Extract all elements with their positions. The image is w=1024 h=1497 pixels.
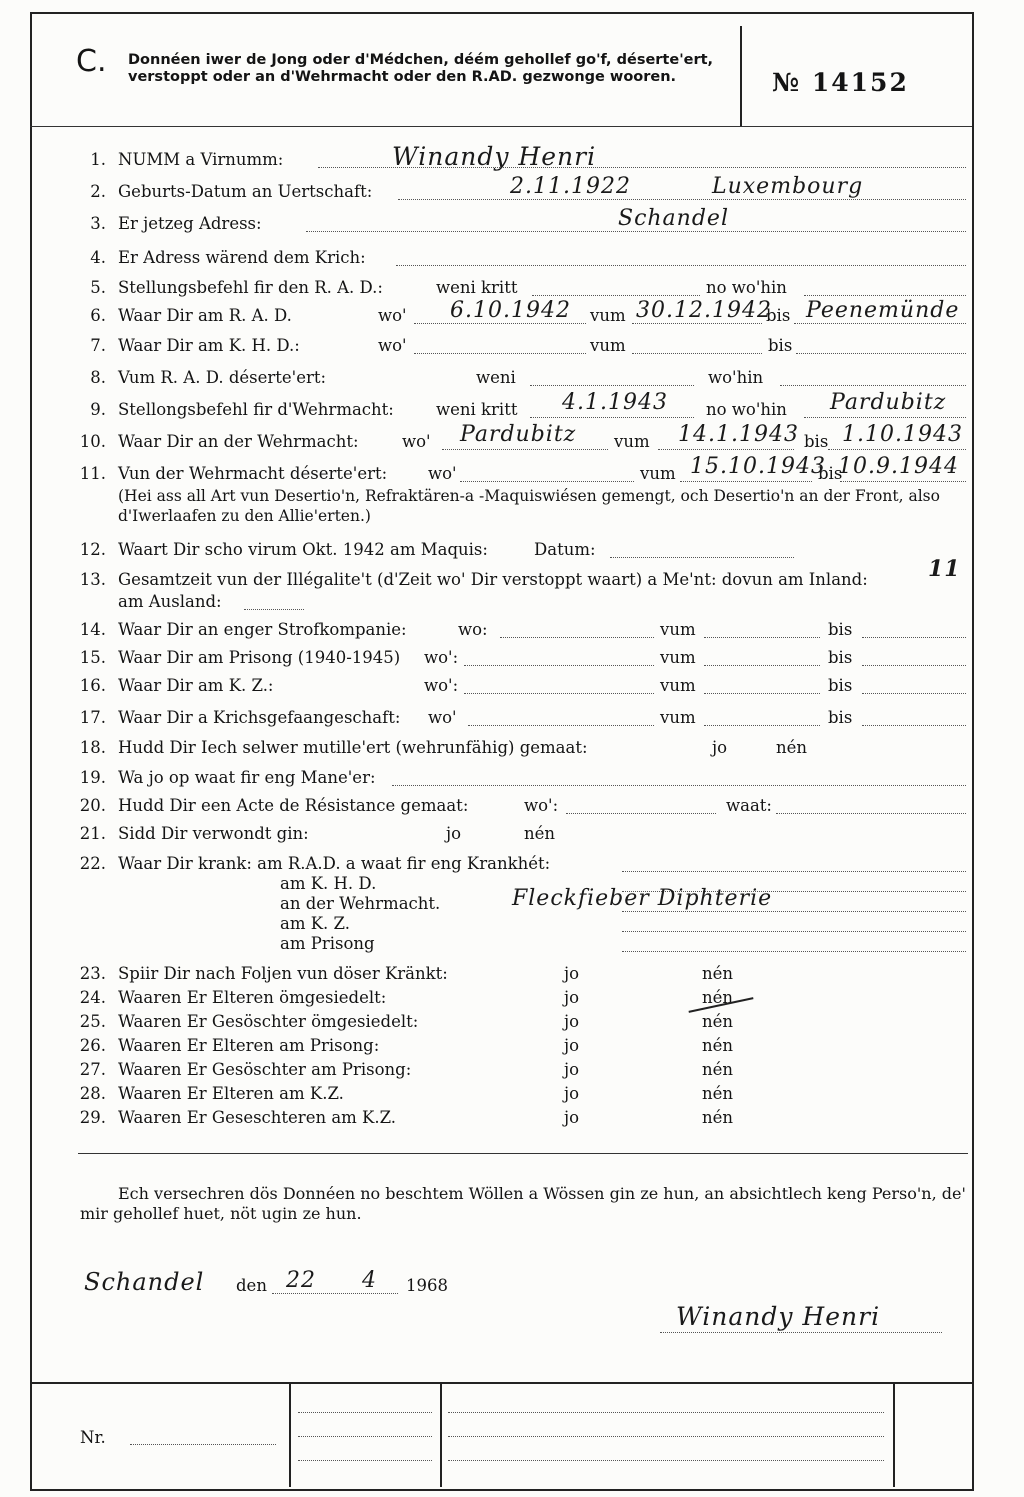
question-16-label: Waar Dir am K. Z.: (118, 676, 274, 695)
question-number: 23. (79, 964, 106, 983)
question-3-label: Er jetzeg Adress: (118, 214, 262, 233)
year-label: 1968 (406, 1276, 448, 1295)
question-13-label: Gesamtzeit vun der Illégalite't (d'Zeit wo' Dir verstoppt waart) a Me'nt: dovun am Inland: (118, 570, 868, 589)
question-6-label: Waar Dir am R. A. D. (118, 306, 292, 325)
question-5-label: no wo'hin (706, 278, 787, 297)
signature-dots (660, 1332, 942, 1333)
question-9-label: no wo'hin (706, 400, 787, 419)
question-21-label: jo (446, 824, 462, 843)
question-11-label: Vun der Wehrmacht déserte'ert: (118, 464, 388, 483)
answer-line[interactable] (530, 385, 694, 386)
hw-desert-vum: 15.10.1943 (690, 454, 826, 479)
question-24-label: nén (702, 988, 734, 1007)
question-9-label: Stellongsbefehl fir d'Wehrmacht: (118, 400, 394, 419)
question-17-label: wo' (428, 708, 457, 727)
question-number: 11. (79, 464, 106, 483)
question-8-label: Vum R. A. D. déserte'ert: (118, 368, 327, 387)
question-16-label: wo': (424, 676, 459, 695)
question-28-label: jo (564, 1084, 580, 1103)
question-12-label: Waart Dir scho virum Okt. 1942 am Maquis: (118, 540, 488, 559)
question-13-label: am Ausland: (118, 592, 222, 611)
question-15-label: wo': (424, 648, 459, 667)
answer-line[interactable] (622, 911, 966, 912)
answer-line[interactable] (622, 951, 966, 952)
question-10-label: Waar Dir an der Wehrmacht: (118, 432, 359, 451)
answer-line[interactable] (622, 871, 966, 872)
answer-line[interactable] (862, 665, 966, 666)
question-24-label: Waaren Er Elteren ömgesiedelt: (118, 988, 387, 1007)
answer-line[interactable] (396, 265, 966, 266)
question-18-label: Hudd Dir Iech selwer mutille'ert (wehrunfähig) gemaat: (118, 738, 588, 757)
answer-line[interactable] (794, 323, 966, 324)
footer-dots (298, 1412, 432, 1413)
question-14-label: bis (828, 620, 853, 639)
question-6-label: bis (766, 306, 791, 325)
question-number: 10. (79, 432, 106, 451)
nr-label: Nr. (80, 1428, 106, 1447)
answer-line[interactable] (566, 813, 716, 814)
question-number: 14. (79, 620, 106, 639)
question-5-label: weni kritt (436, 278, 518, 297)
question-18-label: nén (776, 738, 808, 757)
hw-wehrmacht-order-place: Pardubitz (830, 390, 947, 415)
question-10-label: vum (614, 432, 650, 451)
answer-line[interactable] (828, 449, 966, 450)
question-number: 16. (79, 676, 106, 695)
question-8-label: wo'hin (708, 368, 764, 387)
footer-rule (30, 1382, 972, 1384)
question-number: 25. (79, 1012, 106, 1031)
hw-signature: Winandy Henri (676, 1302, 881, 1331)
question-number: 27. (79, 1060, 106, 1079)
question-14-label: wo: (458, 620, 488, 639)
question-23-label: jo (564, 964, 580, 983)
hw-wehrmacht-bis: 1.10.1943 (842, 422, 963, 447)
footer-dots (298, 1436, 432, 1437)
question-number: 2. (90, 182, 106, 201)
answer-line[interactable] (442, 449, 608, 450)
answer-line[interactable] (804, 417, 966, 418)
question-10-label: bis (804, 432, 829, 451)
question-number: 7. (90, 336, 106, 355)
question-14-label: Waar Dir an enger Strofkompanie: (118, 620, 407, 639)
hw-month: 4 (362, 1268, 377, 1293)
footer-col-2 (440, 1382, 442, 1487)
question-7-label: wo' (378, 336, 407, 355)
hw-wehrmacht-vum: 14.1.1943 (678, 422, 799, 447)
answer-line[interactable] (414, 353, 586, 354)
answer-line[interactable] (704, 725, 820, 726)
footer-dots (448, 1460, 884, 1461)
question-29-label: Waaren Er Geseschteren am K.Z. (118, 1108, 397, 1127)
question-7-label: Waar Dir am K. H. D.: (118, 336, 300, 355)
question-10-label: wo' (402, 432, 431, 451)
question-24-label: jo (564, 988, 580, 1007)
question-17-label: bis (828, 708, 853, 727)
question-11-label: bis (818, 464, 843, 483)
section-letter: C. (76, 44, 107, 79)
answer-line[interactable] (780, 385, 966, 386)
answer-line[interactable] (464, 665, 654, 666)
question-25-label: nén (702, 1012, 734, 1031)
question-14-label: vum (660, 620, 696, 639)
question-23-label: Spiir Dir nach Foljen vun döser Kränkt: (118, 964, 448, 983)
answer-line[interactable] (398, 199, 966, 200)
question-16-label: bis (828, 676, 853, 695)
question-28-label: Waaren Er Elteren am K.Z. (118, 1084, 344, 1103)
question-2-label: Geburts-Datum an Uertschaft: (118, 182, 373, 201)
question-20-label: Hudd Dir een Acte de Résistance gemaat: (118, 796, 469, 815)
question-number: 19. (79, 768, 106, 787)
question-number: 5. (90, 278, 106, 297)
question-8-label: weni (476, 368, 516, 387)
hw-place-signed: Schandel (84, 1268, 205, 1296)
question-26-label: jo (564, 1036, 580, 1055)
question-22-label: Waar Dir krank: am R.A.D. a waat fir eng Krankhét: (118, 854, 551, 873)
question-22-label: am K. Z. (280, 914, 350, 933)
question-25-label: Waaren Er Gesöschter ömgesiedelt: (118, 1012, 419, 1031)
section-title: Donnéen iwer de Jong oder d'Médchen, déém gehollef go'f, déserte'ert, verstoppt oder an d'Wehrmacht oder den R.AD. gezwonge wooren. (128, 52, 714, 85)
question-12-label: Datum: (534, 540, 596, 559)
question-number: 29. (79, 1108, 106, 1127)
answer-line[interactable] (776, 813, 966, 814)
hw-wehrmacht-where: Pardubitz (460, 422, 577, 447)
question-27-label: jo (564, 1060, 580, 1079)
answer-line[interactable] (530, 417, 694, 418)
question-number: 26. (79, 1036, 106, 1055)
answer-line[interactable] (610, 557, 794, 558)
hw-address: Schandel (618, 206, 729, 231)
answer-line[interactable] (796, 353, 966, 354)
question-17-label: Waar Dir a Krichsgefaangeschaft: (118, 708, 401, 727)
question-26-label: nén (702, 1036, 734, 1055)
question-20-label: wo': (524, 796, 559, 815)
question-27-label: nén (702, 1060, 734, 1079)
question-number: 15. (79, 648, 106, 667)
question-15-label: vum (660, 648, 696, 667)
answer-line[interactable] (658, 449, 794, 450)
question-number: 28. (79, 1084, 106, 1103)
question-number: 8. (90, 368, 106, 387)
question-21-label: Sidd Dir verwondt gin: (118, 824, 309, 843)
question-9-label: weni kritt (436, 400, 518, 419)
hw-birth-place: Luxembourg (712, 174, 864, 199)
nr-dots (130, 1444, 276, 1445)
answer-line[interactable] (392, 785, 966, 786)
hw-wehrmacht-order-date: 4.1.1943 (562, 390, 668, 415)
question-number: 12. (79, 540, 106, 559)
answer-line[interactable] (680, 481, 812, 482)
hw-name: Winandy Henri (392, 142, 597, 171)
form-number: № 14152 (772, 68, 909, 97)
question-number: 13. (79, 570, 106, 589)
question-15-label: bis (828, 648, 853, 667)
question-number: 21. (79, 824, 106, 843)
answer-line[interactable] (460, 481, 634, 482)
question-6-label: vum (590, 306, 626, 325)
question-22-label: am K. H. D. (280, 874, 377, 893)
question-number: 1. (90, 150, 106, 169)
question-29-label: nén (702, 1108, 734, 1127)
hw-inland-months: 11 (928, 556, 961, 582)
question-number: 6. (90, 306, 106, 325)
answer-line[interactable] (632, 323, 762, 324)
question-number: 17. (79, 708, 106, 727)
note-question-11: (Hei ass all Art vun Desertio'n, Refraktären-a -Maquiswiésen gemengt, och Desertio'n an der Front, also d'Iwerlaafen zu den Allie'erten.) (118, 487, 940, 525)
question-number: 9. (90, 400, 106, 419)
question-15-label: Waar Dir am Prisong (1940-1945) (118, 648, 401, 667)
answer-line[interactable] (704, 665, 820, 666)
answer-line[interactable] (804, 295, 966, 296)
question-28-label: nén (702, 1084, 734, 1103)
question-22-label: am Prisong (280, 934, 375, 953)
answer-line[interactable] (704, 693, 820, 694)
hw-birth-date: 2.11.1922 (510, 174, 631, 199)
footer-col-1 (289, 1382, 291, 1487)
declaration-text: Ech versechren dös Donnéen no beschtem Wöllen a Wössen gin ze hun, an absichtlech keng Perso'n, de' mir gehollef huet, nöt ugin ze hun. (80, 1184, 966, 1223)
question-number: 22. (79, 854, 106, 873)
answer-line[interactable] (500, 637, 654, 638)
question-25-label: jo (564, 1012, 580, 1031)
question-22-label: an der Wehrmacht. (280, 894, 441, 913)
footer-col-3 (893, 1382, 895, 1487)
answer-line[interactable] (414, 323, 586, 324)
footer-dots (448, 1412, 884, 1413)
question-number: 24. (79, 988, 106, 1007)
question-18-label: jo (712, 738, 728, 757)
question-21-label: nén (524, 824, 556, 843)
question-number: 18. (79, 738, 106, 757)
answer-line[interactable] (632, 353, 762, 354)
question-number: 20. (79, 796, 106, 815)
answer-line[interactable] (862, 693, 966, 694)
question-4-label: Er Adress wärend dem Krich: (118, 248, 366, 267)
question-20-label: waat: (726, 796, 772, 815)
answer-line[interactable] (840, 481, 966, 482)
question-6-label: wo' (378, 306, 407, 325)
question-16-label: vum (660, 676, 696, 695)
declaration-rule (78, 1153, 968, 1154)
answer-line[interactable] (306, 231, 966, 232)
answer-line[interactable] (532, 295, 700, 296)
answer-line[interactable] (622, 931, 966, 932)
question-5-label: Stellungsbefehl fir den R. A. D.: (118, 278, 383, 297)
question-11-label: vum (640, 464, 676, 483)
answer-line[interactable] (862, 637, 966, 638)
question-29-label: jo (564, 1108, 580, 1127)
question-number: 4. (90, 248, 106, 267)
answer-line[interactable] (862, 725, 966, 726)
hw-day: 22 (286, 1268, 316, 1293)
hw-rad-bis: Peenemünde (806, 298, 960, 323)
question-7-label: bis (768, 336, 793, 355)
answer-line[interactable] (244, 609, 304, 610)
hw-rad-vum: 30.12.1942 (636, 298, 772, 323)
question-number: 3. (90, 214, 106, 233)
question-7-label: vum (590, 336, 626, 355)
question-1-label: NUMM a Virnumm: (118, 150, 284, 169)
question-27-label: Waaren Er Gesöschter am Prisong: (118, 1060, 412, 1079)
header-divider (740, 26, 742, 126)
footer-dots (448, 1436, 884, 1437)
question-17-label: vum (660, 708, 696, 727)
hw-illness: Fleckfieber Diphterie (512, 886, 773, 911)
hw-desert-bis: 10.9.1944 (838, 454, 959, 479)
question-11-label: wo' (428, 464, 457, 483)
footer-dots (298, 1460, 432, 1461)
answer-line[interactable] (468, 725, 654, 726)
den-label: den (236, 1276, 267, 1295)
answer-line[interactable] (464, 693, 654, 694)
question-26-label: Waaren Er Elteren am Prisong: (118, 1036, 380, 1055)
header-rule (30, 126, 972, 127)
question-23-label: nén (702, 964, 734, 983)
question-19-label: Wa jo op waat fir eng Mane'er: (118, 768, 376, 787)
date-dots (272, 1293, 398, 1294)
answer-line[interactable] (704, 637, 820, 638)
hw-rad-from: 6.10.1942 (450, 298, 571, 323)
